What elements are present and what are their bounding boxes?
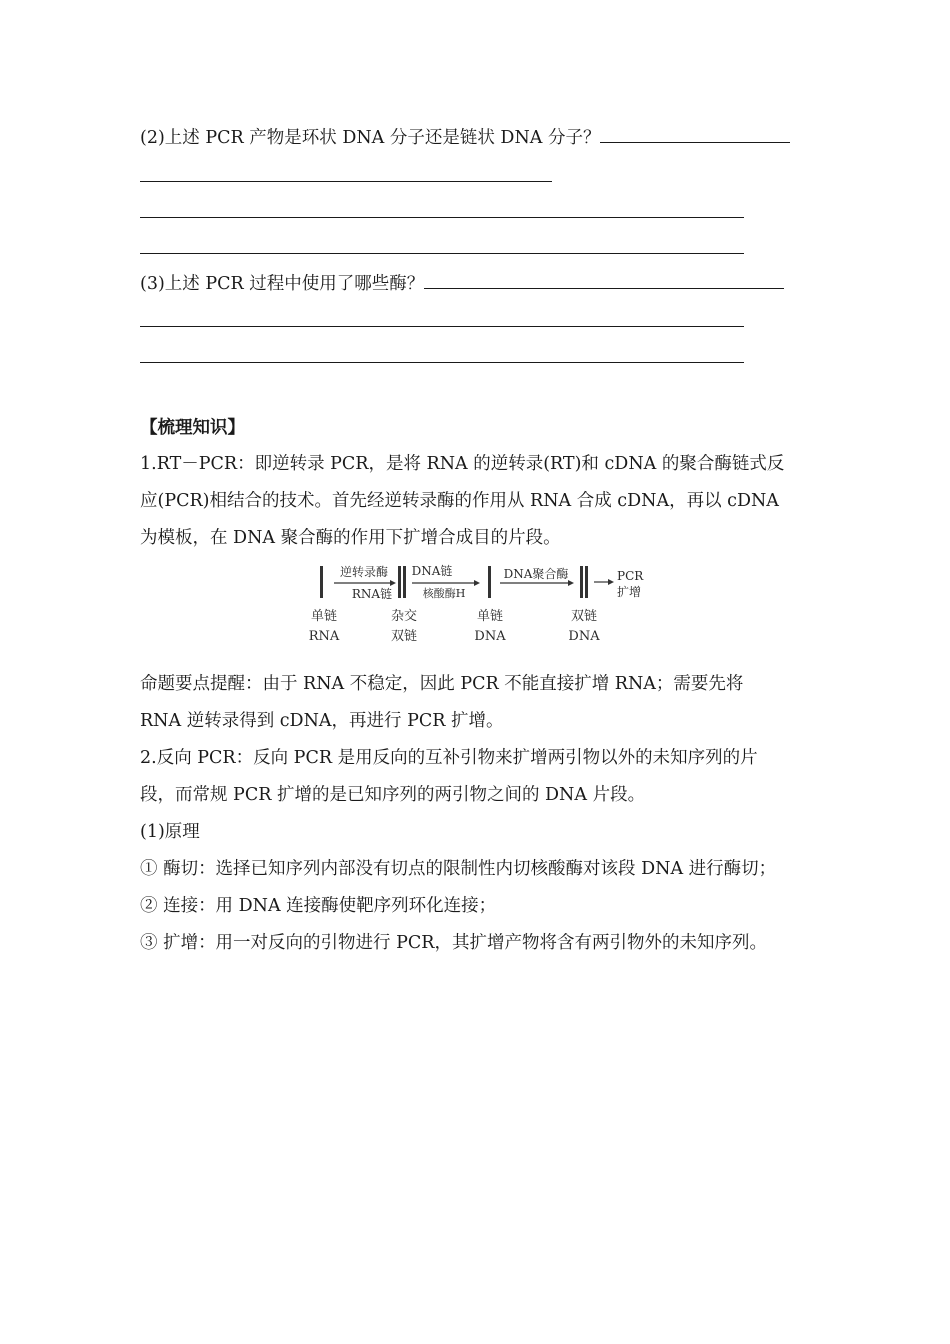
principle-heading: (1)原理 — [140, 822, 200, 842]
answer-line-q3-1[interactable] — [140, 326, 744, 327]
strand-dna-double-b — [585, 566, 588, 598]
label-3-line-2: DNA — [474, 629, 506, 644]
arrow-4-head — [608, 579, 614, 585]
question-3 — [140, 272, 784, 296]
label-4-line-2: DNA — [568, 629, 600, 644]
end-label-2: 扩增 — [617, 585, 642, 599]
paragraph-1-line-1: 1.RT－PCR：即逆转录 PCR，是将 RNA 的逆转录(RT)和 cDNA 的聚合酶链式反 — [140, 454, 785, 474]
step-2: ② 连接：用 DNA 连接酶使靶序列环化连接； — [140, 896, 497, 916]
paragraph-1-line-3: 为模板，在 DNA 聚合酶的作用下扩增合成目的片段。 — [140, 528, 561, 548]
label-2-line-1: 杂交 — [390, 609, 418, 624]
step-1: ① 酶切：选择已知序列内部没有切点的限制性内切核酸酶对该段 DNA 进行酶切； — [140, 859, 777, 879]
question-2 — [140, 126, 790, 150]
strand-hybrid-b — [403, 566, 406, 598]
answer-blank-q3[interactable] — [424, 288, 784, 289]
arrow-2-head — [474, 580, 480, 586]
end-label-1: PCR — [617, 569, 644, 583]
strand-hybrid-a — [398, 566, 401, 598]
answer-line-q2-1[interactable] — [140, 181, 552, 182]
rt-pcr-diagram — [308, 560, 662, 648]
paragraph-1-line-2: 应(PCR)相结合的技术。首先经逆转录酶的作用从 RNA 合成 cDNA，再以 cDNA — [140, 491, 779, 511]
paragraph-2-line-1: 2.反向 PCR：反向 PCR 是用反向的互补引物来扩增两引物以外的未知序列的片 — [140, 748, 758, 768]
label-1-line-1: 单链 — [310, 609, 338, 624]
label-1-line-2: RNA — [308, 629, 340, 644]
section-title: 【梳理知识】 — [140, 418, 245, 438]
answer-blank-q2[interactable] — [600, 142, 790, 143]
label-2-line-2: 双链 — [390, 629, 418, 644]
tip-line-1: 命题要点提醒：由于 RNA 不稳定，因此 PCR 不能直接扩增 RNA；需要先将 — [140, 674, 744, 694]
tip-line-2: RNA 逆转录得到 cDNA，再进行 PCR 扩增。 — [140, 711, 504, 731]
step-3: ③ 扩增：用一对反向的引物进行 PCR，其扩增产物将含有两引物外的未知序列。 — [140, 933, 767, 953]
question-3-text: (3)上述 PCR 过程中使用了哪些酶？ — [140, 274, 425, 294]
answer-line-q2-2[interactable] — [140, 217, 744, 218]
arrow-2-bottom-label: 核酸酶H — [422, 587, 466, 600]
arrow-3-head — [568, 580, 574, 586]
question-2-text: (2)上述 PCR 产物是环状 DNA 分子还是链状 DNA 分子？ — [140, 128, 601, 148]
answer-line-q3-2[interactable] — [140, 362, 744, 363]
strand-rna — [320, 566, 323, 598]
paragraph-2-line-2: 段，而常规 PCR 扩增的是已知序列的两引物之间的 DNA 片段。 — [140, 785, 646, 805]
arrow-2-top-label: DNA链 — [411, 564, 453, 578]
answer-line-q2-3[interactable] — [140, 253, 744, 254]
strand-dna-single — [488, 566, 491, 598]
arrow-1-top-label: 逆转录酶 — [339, 565, 389, 579]
label-3-line-1: 单链 — [476, 609, 504, 624]
arrow-1-head — [390, 580, 396, 586]
strand-dna-double-a — [580, 566, 583, 598]
label-4-line-1: 双链 — [570, 609, 598, 624]
arrow-1-bottom-label: RNA链 — [351, 587, 393, 601]
arrow-3-top-label: DNA聚合酶 — [503, 567, 569, 581]
